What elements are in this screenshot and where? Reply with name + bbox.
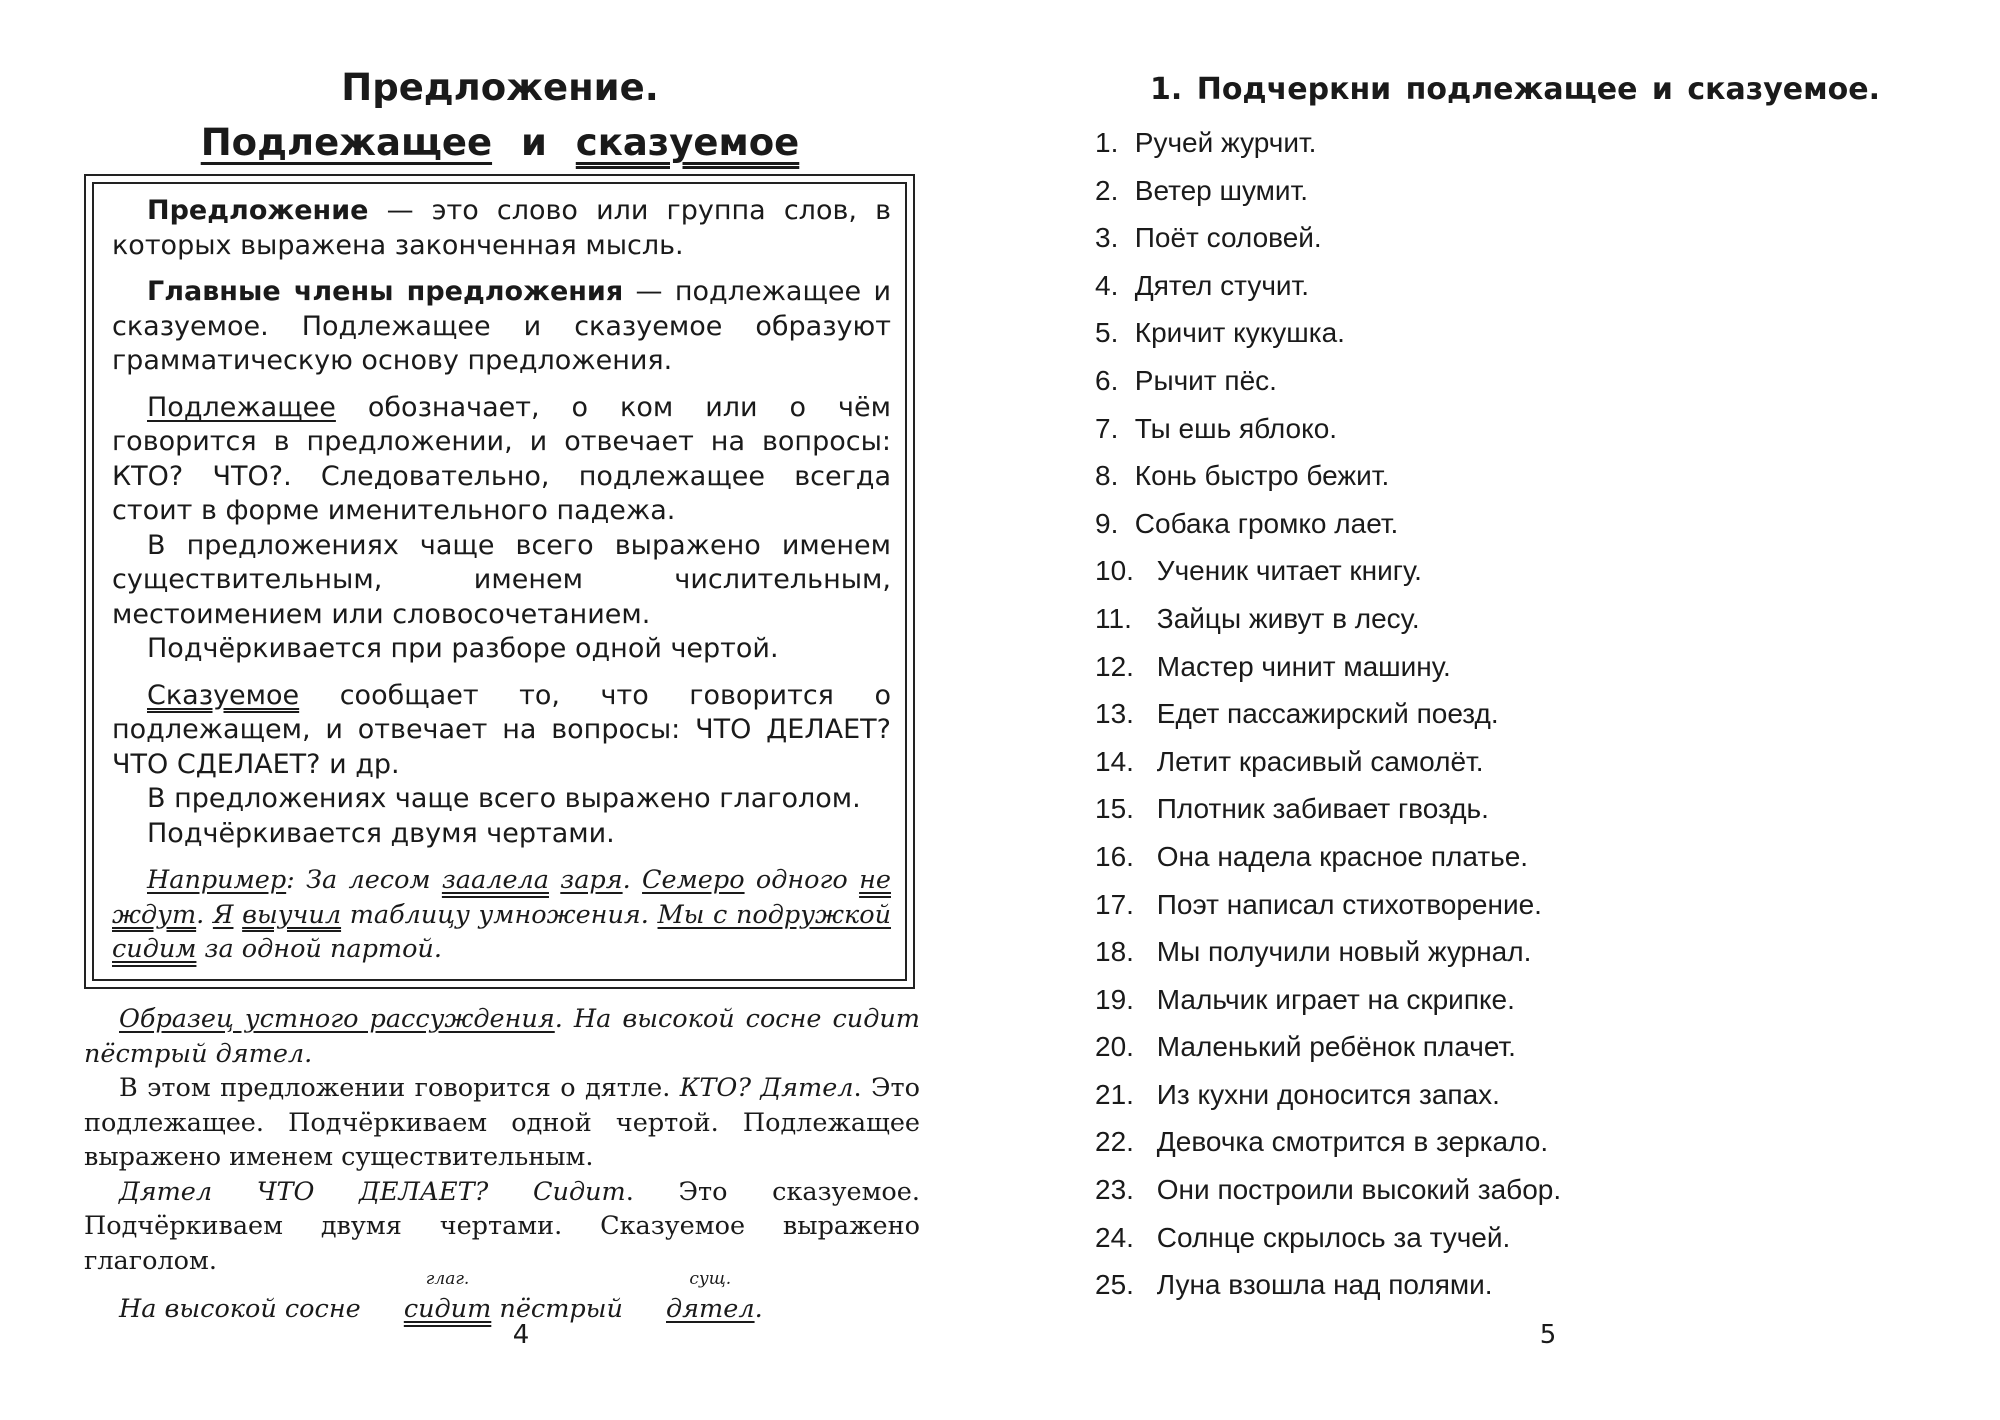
sample-intro (84, 1002, 920, 1071)
sentence-item (1095, 976, 1561, 1024)
sentence-number: 21. (1095, 1078, 1134, 1110)
part-of-speech-label: глаг. (425, 1269, 470, 1289)
rule-term-predicate: Сказуемое (147, 679, 300, 711)
sentence-item (1095, 595, 1561, 643)
sample-subject: дятел (666, 1294, 755, 1324)
sentence-text: Собака громко лает. (1134, 507, 1399, 539)
subtitle-subject: Подлежащее (200, 121, 493, 164)
exercise-heading: 1. Подчеркни подлежащее и сказуемое. (1150, 72, 1880, 107)
rule-example: Например: За лесом заалела заря. Семеро одного не ждут. Я выучил таблицу умножения. Мы с подружкой сидим за одной партой. (112, 865, 891, 964)
sentence-text: Луна взошла над полями. (1156, 1269, 1493, 1301)
sentence-text: Зайцы живут в лесу. (1156, 602, 1420, 634)
sentence-item (1095, 643, 1561, 691)
sample-question: Дятел ЧТО ДЕЛАЕТ? Сидит (119, 1176, 626, 1207)
example-predicate: выучил (242, 899, 342, 930)
example-predicate: сидим (112, 934, 197, 964)
sentence-item (1095, 547, 1561, 595)
sentence-item (1095, 357, 1561, 405)
rule-definition-subject (112, 391, 891, 529)
sentence-item (1095, 1261, 1561, 1309)
rule-box (84, 174, 915, 989)
sentence-number: 23. (1095, 1174, 1134, 1206)
rule-text: — подлежащее и сказуемое. Подлежащее и сказуемое образуют грамматическую основу предложения. (112, 276, 891, 376)
annotated-subject (631, 1269, 755, 1327)
sentence-item (1095, 1023, 1561, 1071)
sample-text: На высокой сосне (119, 1294, 369, 1324)
sentence-text: Маленький ребёнок плачет. (1156, 1031, 1516, 1063)
sentence-text: Кричит кукушка. (1134, 317, 1345, 349)
sentence-item (1095, 452, 1561, 500)
rule-term-subject: Подлежащее (147, 391, 336, 423)
sentence-text: Ветер шумит. (1134, 174, 1309, 206)
sentence-text: Поёт соловей. (1134, 222, 1322, 254)
sentence-text: Из кухни доносится запах. (1156, 1078, 1500, 1110)
sentence-number: 13. (1095, 698, 1134, 730)
rule-definition-predicate (112, 679, 891, 783)
sentence-text: Девочка смотрится в зеркало. (1156, 1126, 1549, 1158)
sentence-number: 25. (1095, 1269, 1134, 1301)
sentence-number: 17. (1095, 888, 1134, 920)
rule-term-main-members: Главные члены предложения (147, 276, 624, 307)
rule-text: В предложениях чаще всего выражено именем существительным, именем числительным, местоимением или словосочетанием. (112, 529, 891, 630)
sample-text: . На высокой сосне сидит пёстрый дятел. (84, 1004, 920, 1069)
sentence-item (1095, 690, 1561, 738)
page-subtitle (0, 115, 1000, 171)
example-text: : За лесом (286, 865, 442, 895)
rule-term-sentence: Предложение (147, 195, 369, 226)
sentence-item (1095, 1071, 1561, 1119)
rule-text: В предложениях чаще всего выражено глаголом. (147, 783, 861, 814)
sentence-text: Едет пассажирский поезд. (1156, 698, 1499, 730)
sentence-text: Ручей журчит. (1134, 127, 1317, 158)
sentence-item (1095, 833, 1561, 881)
subtitle-and: и (520, 121, 547, 164)
subtitle-predicate: сказуемое (575, 121, 800, 164)
rule-text: Подчёркивается двумя чертами. (147, 817, 615, 849)
sentence-item (1095, 1214, 1561, 1262)
example-text: одного (744, 865, 860, 895)
sentence-number: 8. (1095, 460, 1119, 492)
sentence-item (1095, 119, 1561, 167)
example-subject: Семеро (642, 865, 745, 895)
sample-paragraph (84, 1071, 920, 1175)
sample-text: . Это сказуемое. Подчёркиваем двумя чертами. Сказуемое выражено глаголом. (84, 1176, 920, 1276)
sentence-item (1095, 1166, 1561, 1214)
rule-text: обозначает, о ком или о чём говорится в предложении, и отвечает на вопросы: КТО? ЧТО?. Следовательно, подлежащее всегда стоит в форме именительного падежа. (112, 391, 891, 526)
sentence-number: 16. (1095, 840, 1134, 872)
sentence-number: 12. (1095, 650, 1134, 682)
sentence-number: 15. (1095, 793, 1134, 825)
sample-label: Образец устного рассуждения (119, 1004, 555, 1034)
sentence-text: Ученик читает книгу. (1156, 555, 1422, 587)
sentence-number: 19. (1095, 983, 1134, 1015)
sentence-item (1095, 405, 1561, 453)
example-predicate: заалела (441, 865, 549, 895)
sentence-item (1095, 214, 1561, 262)
sentence-number: 6. (1095, 364, 1119, 396)
sample-text: В этом предложении говорится о дятле. (119, 1073, 680, 1103)
sentence-text: Поэт написал стихотворение. (1156, 888, 1542, 920)
sentence-item (1095, 738, 1561, 786)
sentence-text: Конь быстро бежит. (1134, 460, 1390, 492)
rule-text: сообщает то, что говорится о подлежащем, и отвечает на вопросы: ЧТО ДЕЛАЕТ? ЧТО СДЕЛАЕТ? и др. (112, 679, 891, 780)
rule-box-inner (92, 182, 907, 981)
sentence-number: 1. (1095, 127, 1119, 158)
page-number: 5 (1539, 1320, 1557, 1350)
sentence-number: 22. (1095, 1126, 1134, 1158)
rule-text: Подчёркивается при разборе одной чертой. (147, 633, 779, 664)
part-of-speech-label: сущ. (689, 1269, 732, 1289)
sentence-text: Мастер чинит машину. (1156, 650, 1451, 682)
sentence-text: Летит красивый самолёт. (1156, 745, 1484, 777)
sample-reasoning (84, 1002, 920, 1327)
sentence-list (1095, 119, 1561, 1309)
sentence-text: Ты ешь яблоко. (1134, 412, 1338, 444)
sentence-number: 9. (1095, 507, 1119, 539)
sentence-number: 14. (1095, 745, 1134, 777)
sentence-item (1095, 167, 1561, 215)
sample-text: . (754, 1294, 763, 1324)
sentence-number: 7. (1095, 412, 1119, 444)
sentence-text: Мальчик играет на скрипке. (1156, 983, 1515, 1015)
sentence-item (1095, 881, 1561, 929)
sentence-number: 2. (1095, 174, 1119, 206)
sentence-number: 18. (1095, 936, 1134, 968)
example-predicate: не ждут (112, 865, 891, 930)
sentence-number: 4. (1095, 269, 1119, 301)
sentence-text: Она надела красное платье. (1156, 840, 1529, 872)
rule-definition-main-members (112, 275, 891, 379)
sentence-item (1095, 262, 1561, 310)
page-number: 4 (512, 1320, 530, 1350)
page-title: Предложение. (341, 66, 659, 109)
sentence-text: Мы получили новый журнал. (1156, 936, 1532, 968)
sentence-item (1095, 928, 1561, 976)
sentence-number: 5. (1095, 317, 1119, 349)
example-subject: Я (212, 899, 234, 930)
sentence-number: 20. (1095, 1031, 1134, 1063)
rule-text: — это слово или группа слов, в которых выражена законченная мысль. (112, 195, 891, 261)
example-subject: Мы с подружкой (657, 899, 891, 930)
sentence-number: 24. (1095, 1221, 1134, 1253)
sentence-item (1095, 785, 1561, 833)
sentence-text: Солнце скрылось за тучей. (1156, 1221, 1511, 1253)
example-label: Например (147, 865, 287, 895)
right-page (1000, 0, 2000, 1420)
sentence-item (1095, 1118, 1561, 1166)
sentence-text: Они построили высокий забор. (1156, 1174, 1562, 1206)
sentence-text: Дятел стучит. (1134, 269, 1310, 301)
example-text: за одной партой. (196, 934, 442, 964)
sentence-number: 11. (1095, 602, 1132, 634)
rule-definition-sentence (112, 194, 891, 263)
sentence-text: Рычит пёс. (1134, 364, 1277, 396)
sample-predicate: сидит (403, 1294, 492, 1324)
sample-paragraph (84, 1175, 920, 1279)
example-subject: заря (560, 865, 623, 895)
sample-question: КТО? Дятел (679, 1073, 854, 1103)
sentence-number: 3. (1095, 222, 1119, 254)
sentence-text: Плотник забивает гвоздь. (1156, 793, 1489, 825)
sample-text: . Это подлежащее. Подчёркиваем одной чертой. Подлежащее выражено именем существительным. (84, 1073, 920, 1172)
example-text: таблицу умножения. (341, 899, 658, 930)
sample-text: пёстрый (491, 1294, 631, 1324)
sentence-number: 10. (1095, 555, 1134, 587)
sentence-item (1095, 500, 1561, 548)
sentence-item (1095, 309, 1561, 357)
